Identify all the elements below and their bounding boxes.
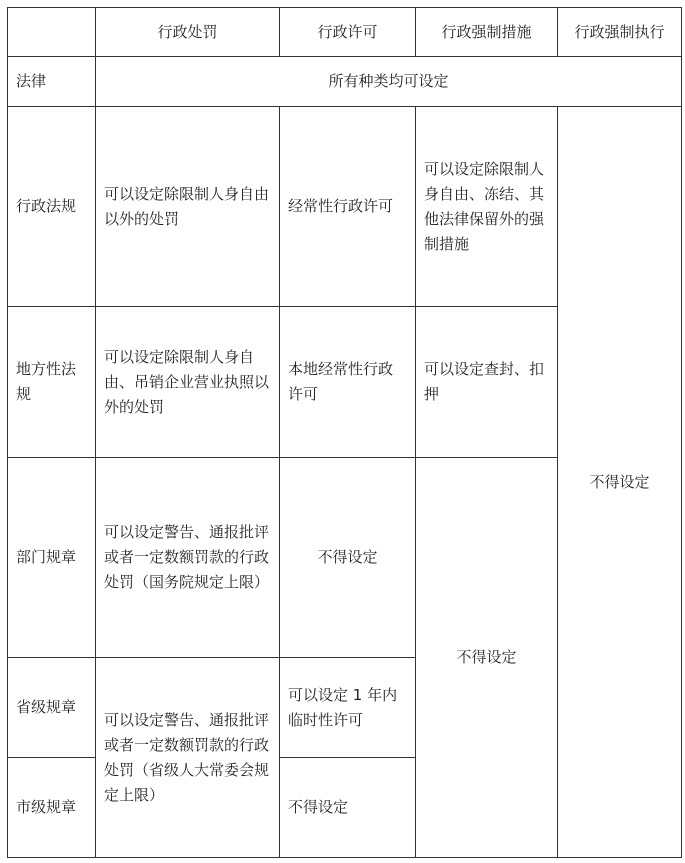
row-admin-regulation [8, 107, 682, 307]
department-rule-license-cell: 不得设定 [280, 458, 416, 658]
row-label-municipal-rule: 市级规章 [8, 758, 96, 858]
header-corner-cell [8, 8, 96, 57]
header-administrative-license: 行政许可 [280, 8, 416, 57]
provincial-rule-license-cell: 可以设定 1 年内临时性许可 [280, 658, 416, 758]
admin-regulation-penalty-cell: 可以设定除限制人身自由以外的处罚 [96, 107, 280, 307]
row-law [8, 57, 682, 107]
local-rules-penalty-cell: 可以设定警告、通报批评或者一定数额罚款的行政处罚（省级人大常委会规定上限） [96, 658, 280, 858]
header-administrative-coercive-measure: 行政强制措施 [416, 8, 558, 57]
local-regulation-measure-cell: 可以设定查封、扣押 [416, 307, 558, 458]
row-label-provincial-rule: 省级规章 [8, 658, 96, 758]
row-label-law: 法律 [8, 57, 96, 107]
rules-measure-not-settable-cell: 不得设定 [416, 458, 558, 858]
header-administrative-penalty: 行政处罚 [96, 8, 280, 57]
legal-authority-table [7, 7, 682, 858]
local-regulation-license-cell: 本地经常性行政许可 [280, 307, 416, 458]
enforcement-not-settable-cell: 不得设定 [558, 107, 682, 858]
row-label-department-rule: 部门规章 [8, 458, 96, 658]
local-regulation-penalty-cell: 可以设定除限制人身自由、吊销企业营业执照以外的处罚 [96, 307, 280, 458]
row-label-admin-regulation: 行政法规 [8, 107, 96, 307]
department-rule-penalty-cell: 可以设定警告、通报批评或者一定数额罚款的行政处罚（国务院规定上限） [96, 458, 280, 658]
law-all-types-cell: 所有种类均可设定 [96, 57, 682, 107]
admin-regulation-measure-cell: 可以设定除限制人身自由、冻结、其他法律保留外的强制措施 [416, 107, 558, 307]
row-label-local-regulation: 地方性法规 [8, 307, 96, 458]
municipal-rule-license-cell: 不得设定 [280, 758, 416, 858]
header-row [8, 8, 682, 57]
admin-regulation-license-cell: 经常性行政许可 [280, 107, 416, 307]
header-administrative-coercive-enforcement: 行政强制执行 [558, 8, 682, 57]
